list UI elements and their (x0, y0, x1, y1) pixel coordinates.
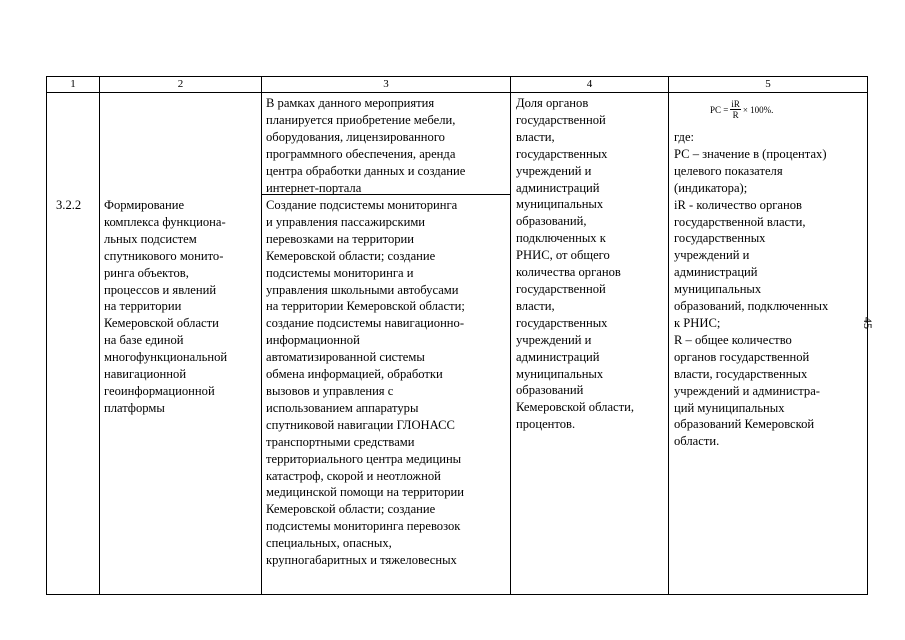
column-header-4: 4 (586, 78, 593, 90)
formula-denominator: R (732, 110, 739, 120)
page-number: 45 (861, 317, 875, 329)
formula-lhs: PC = (710, 104, 729, 115)
formula-fraction (730, 99, 741, 120)
row-number: 3.2.2 (56, 198, 82, 212)
indicator-formula (710, 99, 773, 120)
calculation-method: где: РС – значение в (процентах) целевого показателя (индикатора); iR - количество органов государственной власти, государственных учреждений и администраций муниципальных образований, подключенных к РНИС; R – общее количество органов государственной власти, государственных учреждений и администра- ций муниципальных образований Кемеровской области. (674, 130, 829, 449)
indicator-name: Доля органов государственной власти, государственных учреждений и администраций муниципальных образований, подключенных к РНИС, от общего количества органов государственной власти, государственных учреждений и администраций муниципальных образований Кемеровской области, процентов. (516, 96, 635, 432)
column-header-1: 1 (70, 78, 76, 90)
formula-numerator: iR (731, 99, 740, 109)
measure-name: Формирование комплекса функциона- льных подсистем спутникового монито- ринга объектов, процессов и явлений на территории Кемеровской области на базе единой многофункциональной навигационной геоинформационной платформы (104, 198, 228, 415)
column-header-3: 3 (383, 78, 389, 90)
measure-description-main: Создание подсистемы мониторинга и управления пассажирскими перевозками на территории Кемеровской области; создание подсистемы мониторинга и управления школьными автобусами на территории Кемеровской области; создание подсистемы навигационно- информационной автоматизированной системы обмена информацией, обработки вызовов и управления с использованием аппаратуры спутниковой навигации ГЛОНАСС транспортными средствами территориального центра медицины катастроф, скорой и неотложной медицинской помощи на территории Кемеровской области; создание подсистемы мониторинга перевозок специальных, опасных, крупногабаритных и тяжеловесных (266, 198, 465, 568)
measure-description-top: В рамках данного мероприятия планируется приобретение мебели, оборудования, лицензированного программного обеспечения, аренда центра обработки данных и создание интернет-портала (266, 96, 466, 195)
formula-rhs: × 100%. (742, 104, 774, 115)
column-header-5: 5 (765, 78, 771, 90)
column-header-2: 2 (177, 78, 184, 90)
